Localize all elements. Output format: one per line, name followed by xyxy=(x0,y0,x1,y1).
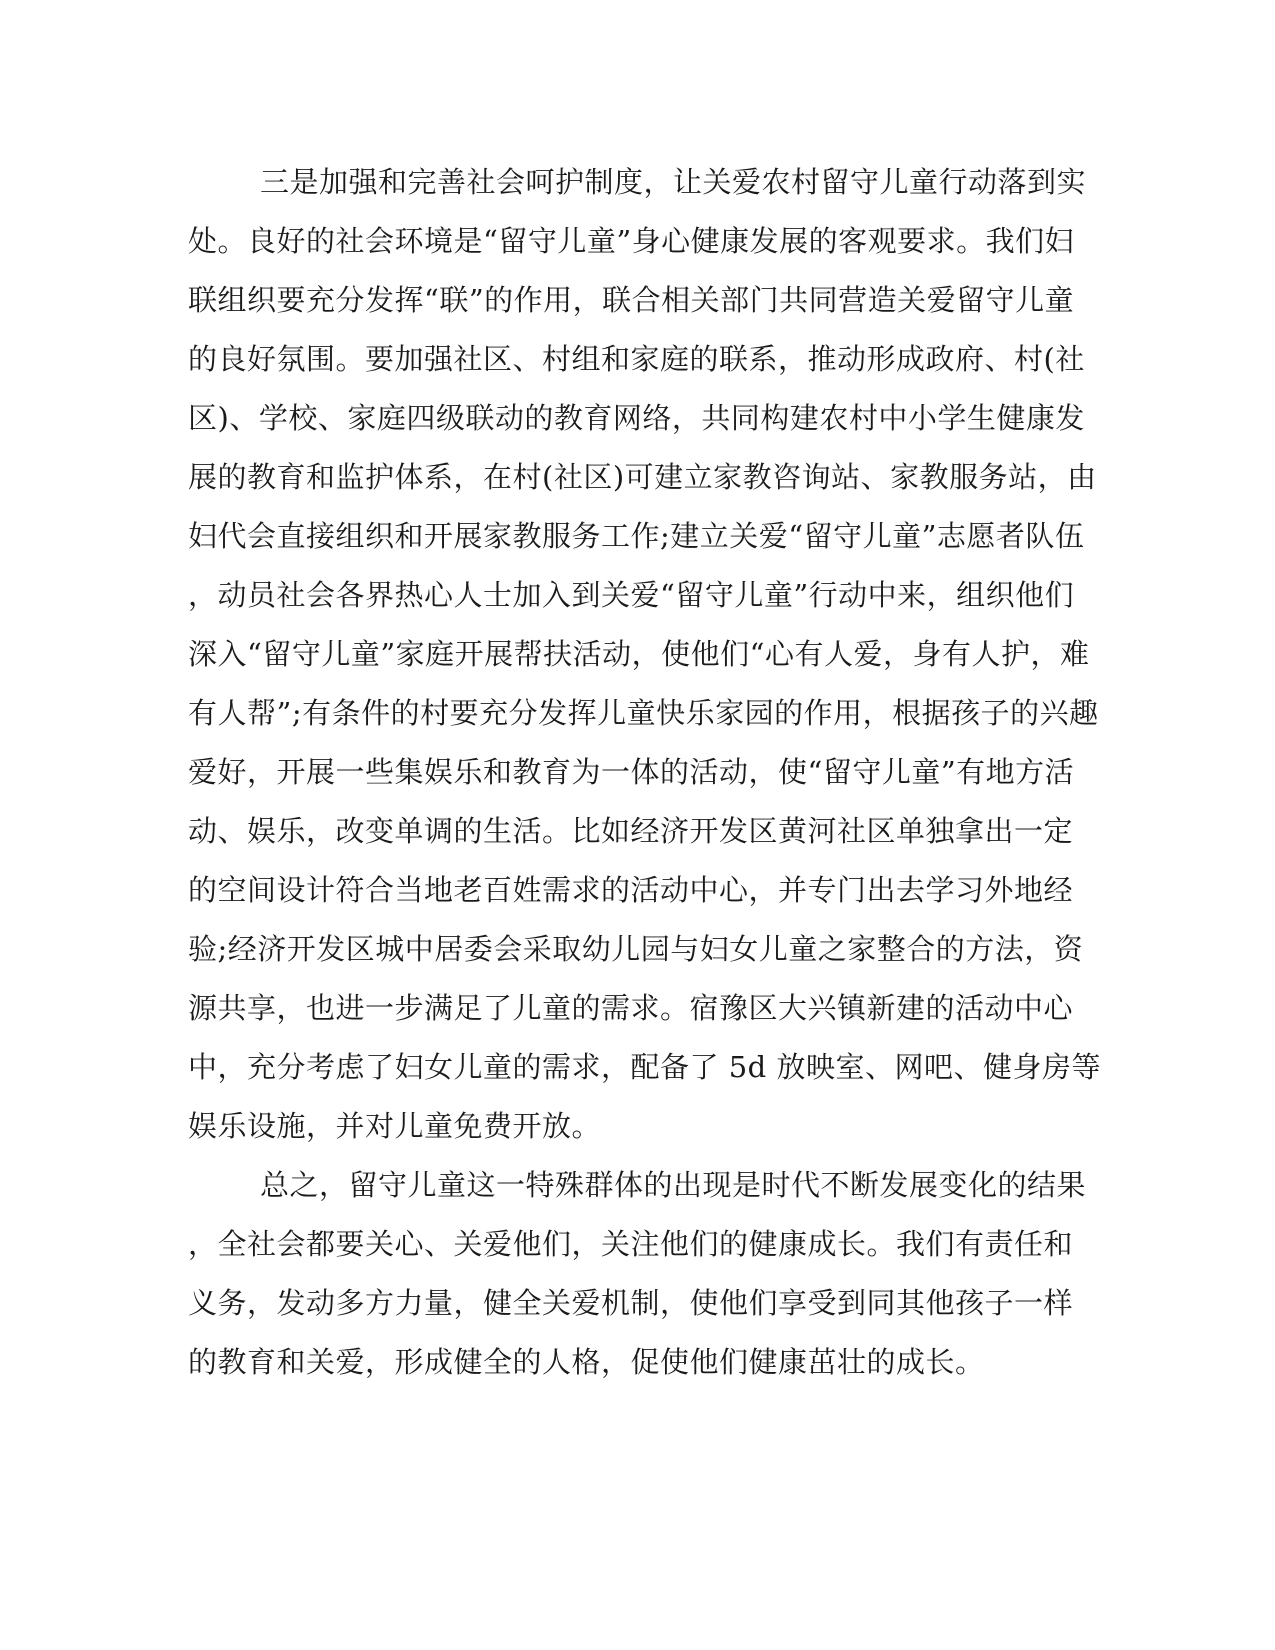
paragraph-1-line-17: 娱乐设施，并对儿童免费开放。 xyxy=(188,1109,602,1143)
paragraph-1-line-15: 源共享，也进一步满足了儿童的需求。宿豫区大兴镇新建的活动中心 xyxy=(188,991,1074,1025)
paragraph-1-line-5: 区)、学校、家庭四级联动的教育网络，共同构建农村中小学生健康发 xyxy=(188,401,1085,435)
paragraph-2-line-2: ，全社会都要关心、关爱他们，关注他们的健康成长。我们有责任和 xyxy=(188,1227,1074,1261)
paragraph-1-line-6: 展的教育和监护体系，在村(社区)可建立家教咨询站、家教服务站，由 xyxy=(188,460,1097,494)
paragraph-2-line-1: 总之，留守儿童这一特殊群体的出现是时代不断发展变化的结果 xyxy=(260,1168,1087,1202)
paragraph-1-line-3: 联组织要充分发挥“联”的作用，联合相关部门共同营造关爱留守儿童 xyxy=(188,283,1075,317)
paragraph-1-line-10: 有人帮”;有条件的村要充分发挥儿童快乐家园的作用，根据孩子的兴趣 xyxy=(188,696,1099,730)
paragraph-1-line-11: 爱好，开展一些集娱乐和教育为一体的活动，使“留守儿童”有地方活 xyxy=(188,755,1075,789)
paragraph-1-line-14: 验;经济开发区城中居委会采取幼儿园与妇女儿童之家整合的方法，资 xyxy=(188,932,1084,966)
paragraph-1-line-16: 中，充分考虑了妇女儿童的需求，配备了 5d 放映室、网吧、健身房等 xyxy=(188,1050,1101,1084)
paragraph-1-line-13: 的空间设计符合当地老百姓需求的活动中心，并专门出去学习外地经 xyxy=(188,873,1074,907)
paragraph-1-line-9: 深入“留守儿童”家庭开展帮扶活动，使他们“心有人爱，身有人护，难 xyxy=(188,637,1090,671)
paragraph-1-line-12: 动、娱乐，改变单调的生活。比如经济开发区黄河社区单独拿出一定 xyxy=(188,814,1074,848)
paragraph-2-line-4: 的教育和关爱，形成健全的人格，促使他们健康茁壮的成长。 xyxy=(188,1345,985,1379)
paragraph-1-line-4: 的良好氛围。要加强社区、村组和家庭的联系，推动形成政府、村(社 xyxy=(188,342,1085,376)
paragraph-1-line-2: 处。良好的社会环境是“留守儿童”身心健康发展的客观要求。我们妇 xyxy=(188,224,1075,258)
paragraph-2-line-3: 义务，发动多方力量，健全关爱机制，使他们享受到同其他孩子一样 xyxy=(188,1286,1074,1320)
paragraph-1-line-7: 妇代会直接组织和开展家教服务工作;建立关爱“留守儿童”志愿者队伍 xyxy=(188,519,1085,553)
paragraph-1-line-8: ，动员社会各界热心人士加入到关爱“留守儿童”行动中来，组织他们 xyxy=(188,578,1075,612)
paragraph-1-line-1: 三是加强和完善社会呵护制度，让关爱农村留守儿童行动落到实 xyxy=(260,165,1087,199)
